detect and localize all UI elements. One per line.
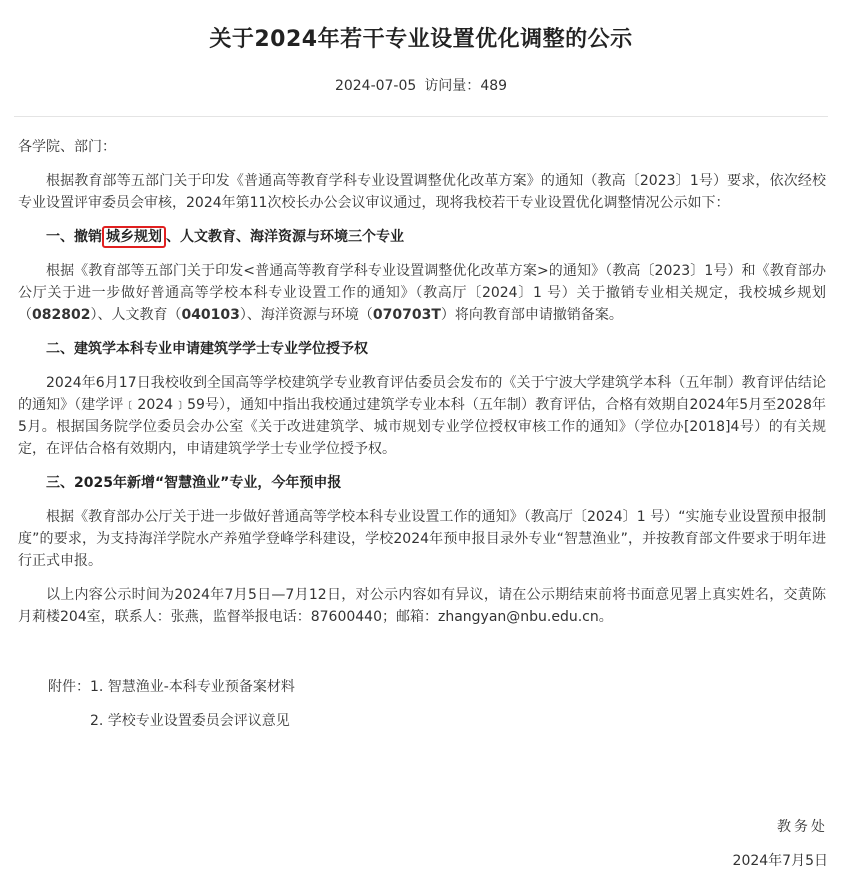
intro-paragraph: 根据教育部等五部门关于印发《普通高等教育学科专业设置调整优化改革方案》的通知（教高〔2023〕1号）要求，依次经校专业设置评审委员会审核，2024年第11次校长办公会议审议通过，现将我校若干专业设置优化调整情况公示如下：	[18, 173, 826, 211]
section-2-heading: 二、建筑学本科专业申请建筑学学士专业学位授予权	[46, 341, 368, 357]
section-1-text-c: ）、海洋资源与环境（	[239, 307, 373, 323]
notice-paragraph: 以上内容公示时间为2024年7月5日—7月12日，对公示内容如有异议，请在公示期结束前将书面意见署上真实姓名，交黄陈月莉楼204室，联系人：张燕，监督举报电话：87600440；邮箱：zhangyan@nbu.edu.cn。	[18, 587, 826, 625]
attachment-line-2	[90, 710, 290, 732]
highlighted-major: 城乡规划	[102, 226, 166, 248]
article-title: 关于2024年若干专业设置优化调整的公示	[209, 27, 633, 52]
attachment-link-1[interactable]: 1. 智慧渔业-本科专业预备案材料	[90, 679, 295, 695]
attachment-link-2[interactable]: 2. 学校专业设置委员会评议意见	[90, 713, 290, 729]
salutation: 各学院、部门：	[18, 139, 116, 155]
section-1-text-b: ）、人文教育（	[90, 307, 182, 323]
signature-date: 2024年7月5日	[732, 853, 828, 869]
section-1-text-d: ）将向教育部申请撤销备案。	[440, 307, 623, 323]
title-divider	[14, 116, 828, 117]
article-body	[18, 136, 826, 640]
publish-date: 2024-07-05	[334, 78, 417, 94]
section-1-text-a: 根据《教育部等五部门关于印发<普通高等教育学科专业设置调整优化改革方案>的通知》（教高〔2023〕1号）和《教育部办公厅关于进一步做好普通高等学校本科专业设置工作的通知》（教高厅〔2024〕1 号）关于撤销专业相关规定，我校城乡规划（	[18, 263, 826, 323]
section-3-heading: 三、2025年新增“智慧渔业”专业，今年预申报	[46, 475, 342, 491]
section-1-heading-pre: 一、撤销	[46, 229, 102, 245]
section-2-paragraph: 2024年6月17日我校收到全国高等学校建筑学专业教育评估委员会发布的《关于宁波大学建筑学本科（五年制）教育评估结论的通知》（建学评﹝2024﹞59号），通知中指出我校通过建筑学专业本科（五年制）教育评估，合格有效期自2024年5月至2028年5月。根据国务院学位委员会办公室《关于改进建筑学、城市规划专业学位授权审核工作的通知》（学位办[2018]4号）的有关规定，在评估合格有效期内，申请建筑学学士专业学位授予权。	[18, 375, 826, 457]
section-1-heading-post: 、人文教育、海洋资源与环境三个专业	[166, 229, 404, 245]
attachments-label: 附件：	[48, 679, 90, 695]
section-3-paragraph: 根据《教育部办公厅关于进一步做好普通高等学校本科专业设置工作的通知》（教高厅〔2024〕1 号）“实施专业设置预申报制度”的要求，为支持海洋学院水产养殖学登峰学科建设，学校2024年预申报目录外专业“智慧渔业”，并按教育部文件要求于明年进行正式申报。	[18, 509, 826, 569]
view-count: 489	[480, 78, 508, 94]
views-label: 访问量：	[424, 78, 481, 94]
article-meta	[0, 75, 842, 95]
major-code-marine: 070703T	[372, 307, 441, 323]
major-code-humanities: 040103	[181, 307, 240, 323]
attachment-line-1	[48, 676, 295, 698]
major-code-urban-planning: 082802	[32, 307, 91, 323]
section-1-heading	[18, 226, 826, 248]
signature-department: 教务处	[777, 819, 828, 835]
section-1-paragraph	[18, 260, 826, 326]
